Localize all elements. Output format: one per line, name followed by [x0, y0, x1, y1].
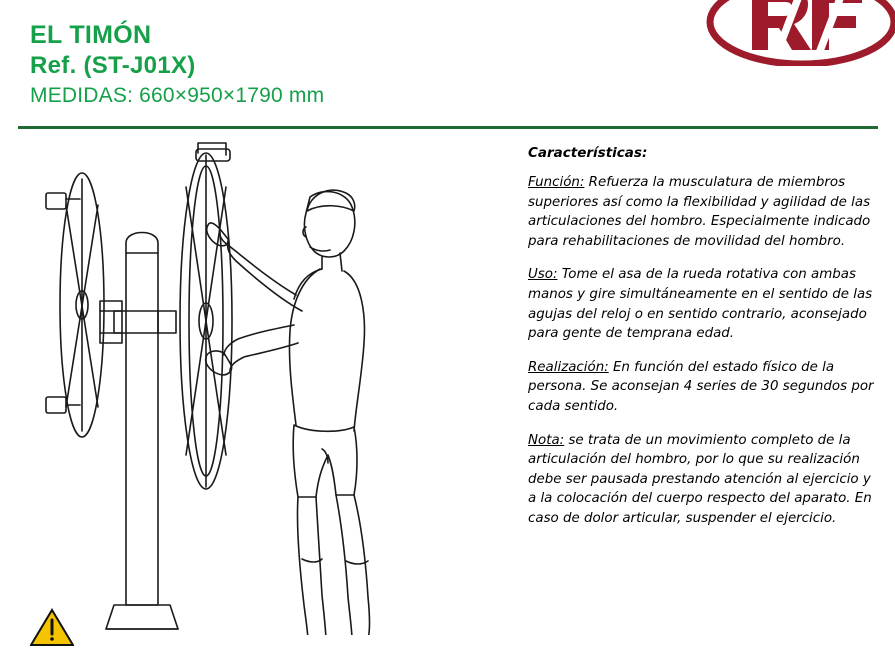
feature-label-nota: Nota: — [528, 432, 565, 448]
feature-label-uso: Uso: — [528, 267, 558, 283]
warning-triangle-icon — [30, 608, 74, 646]
feature-paragraph-realizacion — [528, 358, 880, 417]
features-heading: Características: — [528, 145, 648, 161]
rf-logo — [680, 0, 895, 66]
features-column — [528, 145, 880, 543]
feature-label-realizacion: Realización: — [528, 359, 609, 375]
page-title: EL TIMÓN — [30, 21, 152, 49]
feature-text-nota: se trata de un movimiento completo de la articulación del hombro, por lo que su realización debe ser pausada prestando atención al ejercicio y a la colocación del cuerpo respecto del aparato. En caso de dolor articular, suspender el ejercicio. — [528, 432, 872, 526]
header-divider — [18, 126, 878, 129]
feature-label-funcion: Función: — [528, 175, 585, 190]
technical-drawing-el-timon — [10, 135, 510, 635]
feature-paragraph-uso — [528, 265, 880, 343]
feature-text-realizacion: En función del estado físico de la persona. Se aconsejan 4 series de 30 segundos por cada sentido. — [528, 359, 874, 414]
page-header — [0, 0, 895, 122]
feature-text-funcion: Refuerza la musculatura de miembros superiores así como la flexibilidad y agilidad de las articulaciones del hombro. Especialmente indicado para rehabilitaciones de movilidad del hombro. — [528, 175, 871, 249]
title-block — [30, 20, 324, 111]
feature-paragraph-nota — [528, 431, 880, 529]
feature-paragraph-funcion — [528, 173, 880, 251]
product-measures: MEDIDAS: 660×950×1790 mm — [30, 84, 325, 107]
feature-text-uso: Tome el asa de la rueda rotativa con ambas manos y gire simultáneamente en el sentido de las agujas del reloj o en sentido contrario, aconsejado para gente de temprana edad. — [528, 267, 873, 342]
product-reference: Ref. (ST-J01X) — [30, 52, 196, 79]
